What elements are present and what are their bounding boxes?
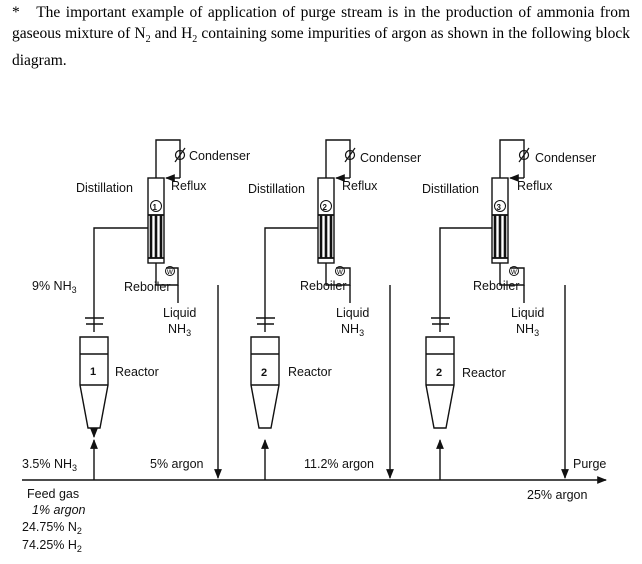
nh3-35-text: 3.5% NH — [22, 457, 73, 471]
reboiler-w-3: w — [511, 267, 517, 276]
nh3-label-1 — [168, 322, 191, 338]
condenser-label-3: Condenser — [535, 151, 597, 165]
nh3-text-3: NH — [516, 322, 535, 336]
reboiler-label-2: Reboiler — [300, 279, 347, 293]
distillation-column-2 — [318, 178, 334, 263]
reflux-label-3: Reflux — [517, 179, 553, 193]
condenser-label-2: Condenser — [360, 151, 422, 165]
distillation-label-2: Distillation — [248, 182, 305, 196]
liquid-label-2: Liquid — [336, 306, 370, 320]
nh3-sub-3: 3 — [534, 328, 540, 338]
reactor-label-3: Reactor — [462, 366, 506, 380]
distillation-label-3: Distillation — [422, 182, 479, 196]
feed-n2-label — [22, 520, 82, 536]
nh3-text-1: NH — [168, 322, 187, 336]
nh3-9-text: 9% NH — [32, 279, 72, 293]
intro-text-1: The important example of application of purge stream is in the production of ammonia from gaseous mixture of N — [12, 4, 631, 42]
nh3-35-label — [22, 457, 77, 473]
nh3-text-2: NH — [341, 322, 360, 336]
purge-label: Purge — [573, 457, 607, 471]
nh3-label-3 — [516, 322, 539, 338]
reboiler-w-2: w — [337, 267, 343, 276]
argon-5-label: 5% argon — [150, 457, 204, 471]
argon-25-label: 25% argon — [527, 488, 588, 502]
feed-n2-text: 24.75% N — [22, 520, 77, 534]
nh3-35-sub: 3 — [72, 463, 78, 473]
condenser-label-1: Condenser — [189, 149, 251, 163]
reactor-label-2: Reactor — [288, 365, 332, 379]
nh3-sub-2: 3 — [359, 328, 365, 338]
reactor-number-2: 2 — [261, 367, 268, 379]
bullet-mark: * — [12, 4, 20, 21]
distillation-label-1: Distillation — [76, 181, 133, 195]
nh3-label-2 — [341, 322, 364, 338]
liquid-label-1: Liquid — [163, 306, 197, 320]
feed-h2-label — [22, 538, 82, 554]
intro-sub-2: 2 — [192, 34, 198, 46]
argon-112-label: 11.2% argon — [304, 457, 374, 471]
reactor-number-3: 2 — [436, 367, 443, 379]
reboiler-w-1: w — [167, 267, 173, 276]
liquid-label-3: Liquid — [511, 306, 545, 320]
distillation-column-1 — [148, 178, 164, 263]
feed-h2-sub: 2 — [76, 544, 82, 554]
reflux-label-2: Reflux — [342, 179, 378, 193]
intro-text-3: containing some impurities of argon as shown in the following block diagram. — [12, 25, 631, 70]
nh3-sub-1: 3 — [186, 328, 192, 338]
column-number-2: 2 — [322, 203, 327, 212]
reactor-number-1: 1 — [90, 366, 97, 378]
reboiler-label-1: Reboiler — [124, 280, 171, 294]
feed-argon-label: 1% argon — [32, 503, 86, 517]
nh3-9-label — [32, 279, 77, 295]
column-number-1: 1 — [152, 203, 157, 212]
feed-gas-label: Feed gas — [27, 487, 80, 501]
feed-h2-text: 74.25% H — [22, 538, 77, 552]
reactor-label-1: Reactor — [115, 365, 159, 379]
distillation-column-3 — [492, 178, 508, 263]
column-number-3: 3 — [496, 203, 501, 212]
reflux-label-1: Reflux — [171, 179, 207, 193]
feed-n2-sub: 2 — [76, 526, 82, 536]
nh3-9-sub: 3 — [71, 285, 77, 295]
intro-sub-1: 2 — [145, 34, 151, 46]
reboiler-label-3: Reboiler — [473, 279, 520, 293]
intro-text-2: and H — [150, 25, 193, 42]
